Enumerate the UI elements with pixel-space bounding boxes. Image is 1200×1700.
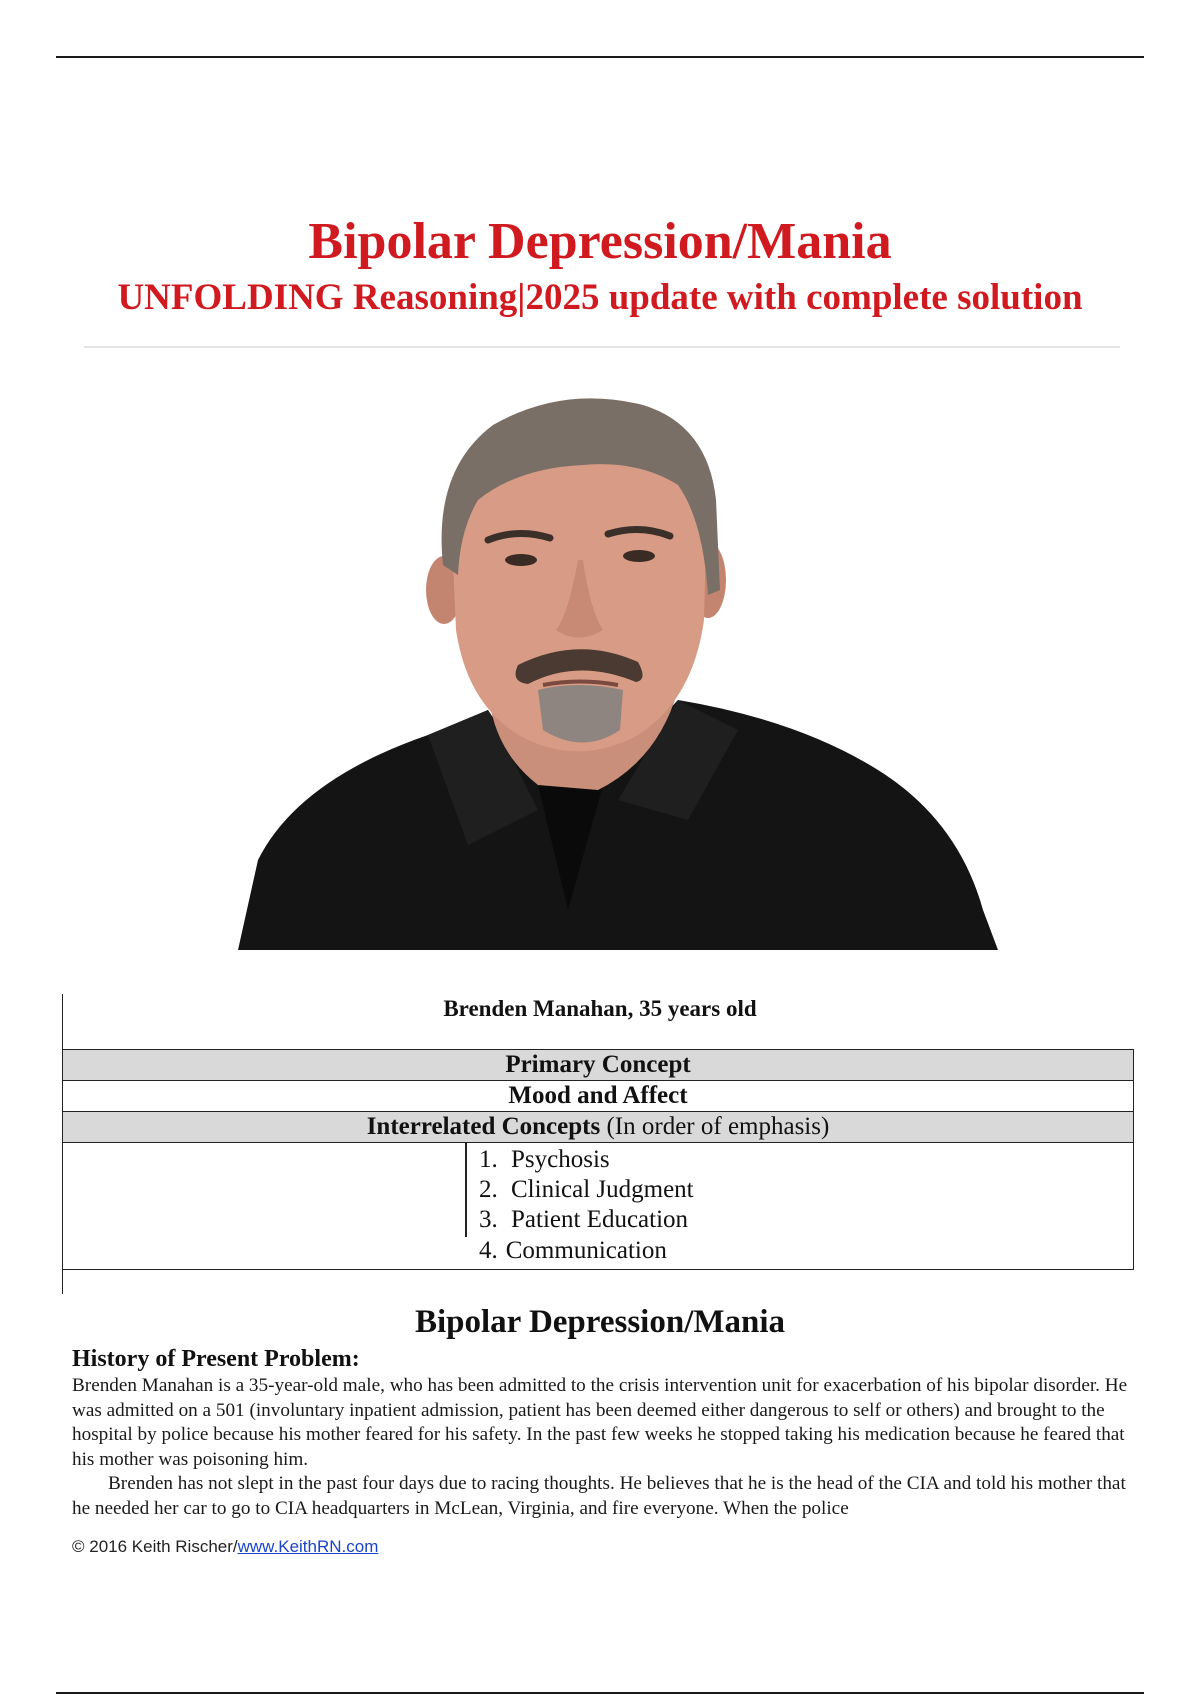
copyright-text: © 2016 Keith Rischer/ bbox=[72, 1537, 238, 1556]
history-heading: History of Present Problem: bbox=[72, 1346, 360, 1372]
list-item-label: Psychosis bbox=[511, 1146, 610, 1173]
eye-right bbox=[623, 550, 655, 562]
list-item bbox=[479, 1236, 667, 1266]
patient-name-age: Brenden Manahan, 35 years old bbox=[443, 996, 757, 1021]
patient-photo bbox=[238, 390, 1018, 950]
top-rule bbox=[56, 56, 1144, 58]
history-paragraph-1: Brenden Manahan is a 35-year-old male, who has been admitted to the crisis intervention unit for exacerbation of his bipolar disorder. He was admitted on a 501 (involuntary inpatient admission, patient has been deemed either dangerous to self or others) and brought to the hospital by police because his mother feared for his safety. In the past few weeks he stopped taking his medication because he feared that his mother was poisoning him. bbox=[72, 1375, 1128, 1470]
list-item-label: Clinical Judgment bbox=[511, 1176, 694, 1203]
primary-concept-row bbox=[63, 1050, 1134, 1081]
list-item bbox=[479, 1175, 694, 1205]
primary-concept-value-row bbox=[63, 1081, 1134, 1112]
goatee-shape bbox=[538, 685, 623, 743]
keithrn-link[interactable]: www.KeithRN.com bbox=[237, 1537, 379, 1556]
copyright-footer bbox=[72, 1536, 378, 1558]
list-item-number: 1. bbox=[479, 1146, 498, 1173]
list-item-label: Patient Education bbox=[511, 1206, 689, 1233]
primary-concept-value: Mood and Affect bbox=[63, 1081, 1134, 1112]
primary-concept-label: Primary Concept bbox=[63, 1050, 1134, 1081]
list-item-number: 3. bbox=[479, 1206, 498, 1233]
eye-left bbox=[505, 554, 537, 566]
concept-table bbox=[62, 1049, 1134, 1270]
interrelated-concepts-row bbox=[63, 1112, 1134, 1143]
document-subtitle: UNFOLDING Reasoning|2025 update with complete solution bbox=[117, 277, 1083, 318]
bottom-rule bbox=[56, 1692, 1144, 1694]
interrelated-concepts-label: Interrelated Concepts bbox=[366, 1113, 601, 1140]
list-divider bbox=[465, 1143, 467, 1237]
interrelated-concepts-note: (In order of emphasis) bbox=[606, 1113, 830, 1140]
list-item bbox=[479, 1205, 688, 1235]
interrelated-concepts-header bbox=[63, 1112, 1134, 1143]
history-paragraph-2: Brenden has not slept in the past four days due to racing thoughts. He believes that he is the head of the CIA and told his mother that he needed her car to go to CIA headquarters in McLean, Virginia, and fire everyone. When the police bbox=[72, 1473, 1126, 1519]
list-item-number: 4. bbox=[479, 1237, 498, 1264]
concept-list-cell bbox=[63, 1143, 1134, 1270]
list-item bbox=[479, 1145, 610, 1175]
title-divider bbox=[84, 346, 1120, 348]
list-item-label: Communication bbox=[505, 1237, 667, 1264]
list-item-number: 2. bbox=[479, 1176, 498, 1203]
document-title: Bipolar Depression/Mania bbox=[308, 213, 892, 270]
section-title: Bipolar Depression/Mania bbox=[414, 1304, 786, 1340]
concept-list-row bbox=[63, 1143, 1134, 1270]
